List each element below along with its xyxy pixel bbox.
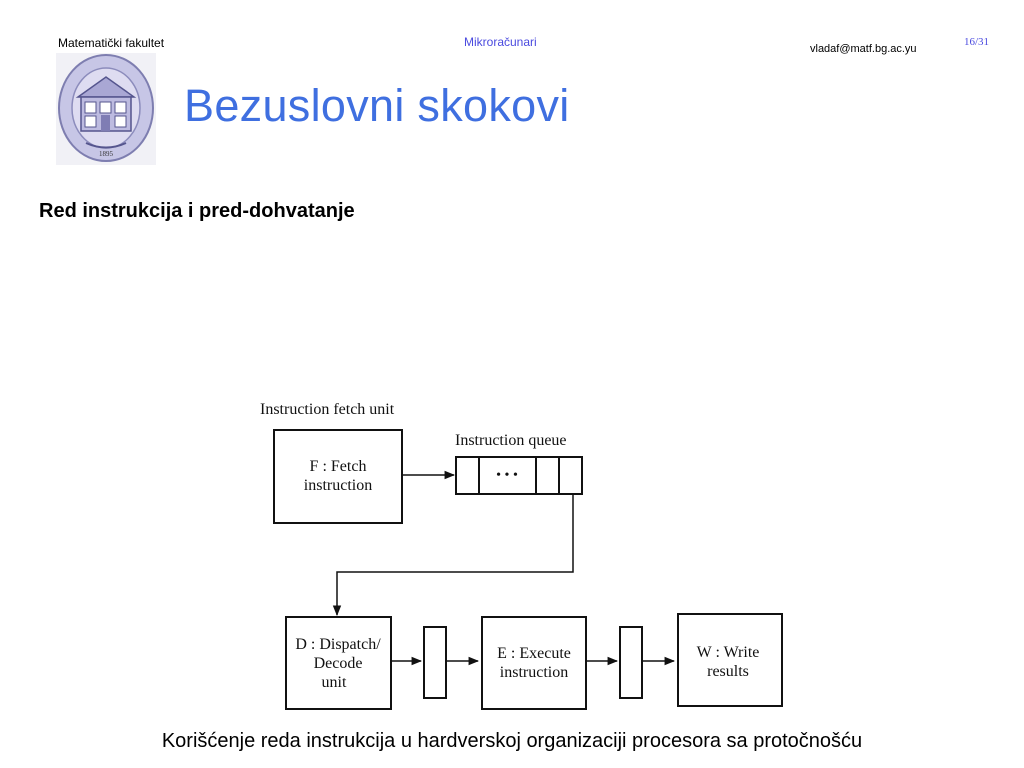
fetch-box-line-1: F : Fetch [309, 458, 367, 475]
execute-box [482, 617, 586, 709]
write-box-line-1: W : Write [696, 644, 760, 661]
institution-name: Matematički fakultet [58, 36, 165, 50]
fetch-box-line-2: instruction [303, 477, 373, 494]
decode-box-line-1: D : Dispatch/ [295, 636, 381, 653]
execute-box-line-1: E : Execute [497, 645, 571, 662]
slide-caption: Korišćenje reda instrukcija u hardverskoj organizaciji procesora sa protočnošću [161, 730, 863, 752]
faculty-seal-logo [56, 53, 156, 165]
pipeline-diagram [250, 395, 790, 715]
pipeline-buffer-2 [620, 627, 642, 698]
page-number: 16/31 [964, 36, 990, 48]
pipeline-buffer-1 [424, 627, 446, 698]
course-name: Mikroračunari [464, 35, 537, 49]
decode-box-line-2: Decode [313, 655, 363, 672]
fetch-unit-label: Instruction fetch unit [260, 401, 395, 418]
slide-subtitle: Red instrukcija i pred-dohvatanje [39, 200, 355, 222]
decode-box-line-3: unit [321, 674, 347, 691]
queue-to-decode-arrow [337, 494, 573, 615]
queue-label: Instruction queue [455, 432, 567, 449]
execute-box-line-2: instruction [499, 664, 569, 681]
write-box-line-2: results [707, 663, 749, 680]
author-email: vladaf@matf.bg.ac.yu [810, 43, 917, 55]
seal-year: 1895 [99, 150, 113, 158]
instruction-queue [456, 457, 582, 494]
queue-ellipsis: • • • [496, 468, 518, 483]
slide-title: Bezuslovni skokovi [184, 80, 570, 131]
seal-icon [56, 53, 156, 165]
